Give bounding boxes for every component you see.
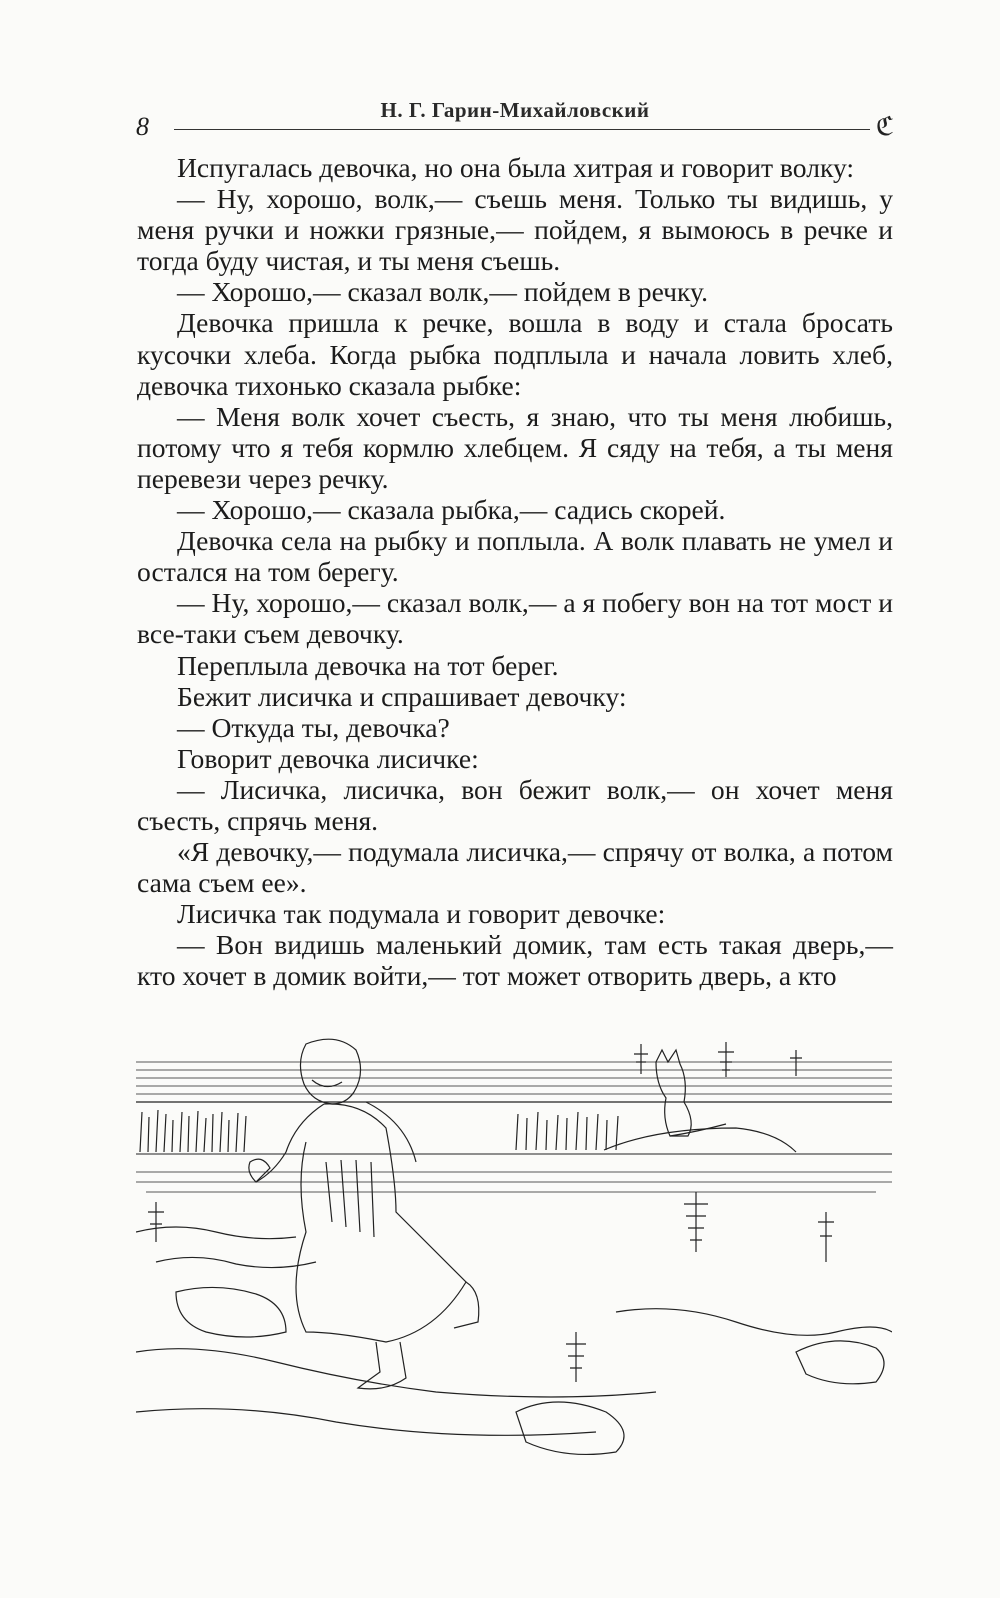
paragraph: Бежит лисичка и спрашивает девочку:	[177, 680, 627, 712]
paragraph: Переплыла девочка на тот берег.	[177, 649, 559, 681]
paragraph: Говорит девочка лисичке:	[177, 742, 479, 774]
story-illustration	[136, 1032, 892, 1472]
shrubs	[148, 1192, 834, 1382]
story-text	[137, 152, 893, 992]
fox-figure	[604, 1050, 796, 1152]
paragraph: — Лисичка, лисичка, вон бежит волк,— он хочет меня съесть, спрячь меня.	[137, 773, 893, 836]
paragraph: — Вон видишь маленький домик, там есть такая дверь,— кто хочет в домик войти,— тот может отворить дверь, а кто	[137, 929, 893, 992]
paragraph: — Хорошо,— сказала рыбка,— садись скорей.	[177, 494, 726, 526]
illustration-girl-running-fox	[136, 1032, 892, 1472]
paragraph: — Ну, хорошо, волк,— съешь меня. Только ты видишь, у меня ручки и ножки грязные,— пойдем, я вымоюсь в речке и тогда буду чистая, и ты меня съешь.	[137, 183, 893, 277]
running-title: Н. Г. Гарин-Михайловский	[380, 98, 650, 122]
page-header	[130, 92, 900, 142]
ground-rocks	[136, 1227, 892, 1454]
paragraph: — Ну, хорошо,— сказал волк,— а я побегу вон на тот мост и все-таки съем девочку.	[137, 587, 893, 650]
ornament-icon: ℭ	[875, 112, 894, 141]
water	[136, 1172, 892, 1192]
reeds-band	[136, 1102, 892, 1154]
page-number: 8	[136, 112, 149, 141]
paragraph: — Меня волк хочет съесть, я знаю, что ты меня любишь, потому что я тебя кормлю хлебцем. Я сяду на тебя, а ты меня перевези через речку.	[137, 400, 893, 494]
header-rule	[174, 129, 870, 130]
paragraph: Девочка села на рыбку и поплыла. А волк плавать не умел и остался на том берегу.	[137, 525, 893, 588]
paragraph: — Хорошо,— сказал волк,— пойдем в речку.	[177, 276, 708, 308]
distant-trees	[634, 1042, 802, 1077]
paragraph: Девочка пришла к речке, вошла в воду и стала бросать кусочки хлеба. Когда рыбка подплыла и начала ловить хлеб, девочка тихонько сказала рыбке:	[137, 307, 893, 401]
sky-hatching	[136, 1062, 892, 1094]
girl-figure	[249, 1039, 479, 1389]
paragraph: Лисичка так подумала и говорит девочке:	[177, 898, 666, 930]
paragraph: — Откуда ты, девочка?	[177, 711, 450, 743]
paragraph: «Я девочку,— подумала лисичка,— спрячу от волка, а потом сама съем ее».	[137, 836, 893, 899]
paragraph: Испугалась девочка, но она была хитрая и говорит волку:	[177, 152, 855, 183]
